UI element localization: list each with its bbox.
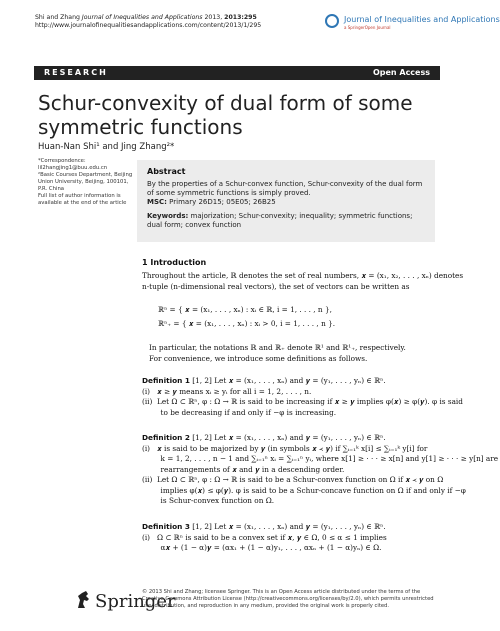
- set-definitions: [158, 305, 335, 329]
- journal-logo-text: Journal of Inequalities and Applications: [344, 15, 500, 24]
- open-access-label: Open Access: [372, 68, 430, 77]
- section-heading: 1 Introduction: [142, 258, 207, 267]
- article-type-banner: [34, 66, 440, 80]
- definition-label: Definition 2: [142, 433, 190, 442]
- notation-paragraph: In particular, the notations ℝ and ℝ₊ denote ℝ¹ and ℝ¹₊, respectively. For convenience, we introduce some definitions as follows.: [149, 343, 406, 363]
- journal-logo-icon: [325, 14, 339, 28]
- citation-header: [35, 14, 261, 30]
- journal-logo-subtitle: a SpringerOpen Journal: [344, 25, 391, 30]
- springer-horse-icon: [75, 590, 93, 610]
- abstract-text: By the properties of a Schur-convex function, Schur-convexity of the dual form of some symmetric functions is simply proved.: [147, 180, 423, 197]
- definition-3: Definition 3 [1, 2] Let 𝒙 = (x₁, . . . , xₙ) and 𝒚 = (y₁, . . . , yₙ) ∈ ℝⁿ. (i) Ω ⊂ ℝⁿ is said to be a convex set if 𝒙, 𝒚 ∈ Ω, 0 ≤ α ≤ 1 implies α𝒙 + (1 − α)𝒚 = (αx₁ + (1 − α)y₁, . . . , αxₙ + (1 − α)yₙ) ∈ Ω.: [142, 522, 387, 552]
- abstract-body: [147, 180, 427, 230]
- publisher-name: Springer: [95, 591, 176, 612]
- correspondence-note: *Correspondence: lil2hangjing1@buu.edu.cn ²Basic Courses Department, Beijing Union University, Beijing, 100101, P.R. China Full list of author information is available at the end of the article: [38, 158, 133, 206]
- citation-line-1: Shi and Zhang Journal of Inequalities and Applications 2013, 2013:295: [35, 14, 257, 21]
- equation-rn: ℝⁿ = { 𝒙 = (x₁, . . . , xₙ) : xᵢ ∈ ℝ, i = 1, . . . , n },: [158, 305, 332, 314]
- msc-codes: MSC: Primary 26D15; 05E05; 26B25: [147, 198, 276, 206]
- definition-2: Definition 2 [1, 2] Let 𝒙 = (x₁, . . . , xₙ) and 𝒚 = (y₁, . . . , yₙ) ∈ ℝⁿ. (i) 𝒙 is said to be majorized by 𝒚 (in symbols 𝒙 ≺ 𝒚) if ∑ᵢ₌₁ᵏ x[i] ≤ ∑ᵢ₌₁ᵏ y[i] for k = 1, 2, . . . , n − 1 and ∑ᵢ₌₁ⁿ xᵢ = ∑ᵢ₌₁ⁿ yᵢ, where x[1] ≥ · · · ≥ x[n] and y[1] ≥ · · · ≥ y[n] are rearrangements of 𝒙 and 𝒚 in a descending order. (ii) Let Ω ⊂ ℝⁿ, φ : Ω → ℝ is said to be a Schur-convex function on Ω if 𝒙 ≺ 𝒚 on Ω implies φ(𝒙) ≤ φ(𝒚). φ is said to be a Schur-concave function on Ω if and only if −φ is Schur-convex function on Ω.: [142, 433, 499, 505]
- intro-paragraph: Throughout the article, ℝ denotes the set of real numbers, 𝒙 = (x₁, x₂, . . . , xₙ) denotes n-tuple (n-dimensional real vectors), the set of vectors can be written as: [142, 271, 464, 291]
- article-type-label: RESEARCH: [44, 68, 108, 77]
- author-list: Huan-Nan Shi¹ and Jing Zhang²*: [38, 142, 175, 152]
- journal-name: Journal of Inequalities and Applications: [81, 14, 203, 21]
- article-url[interactable]: http://www.journalofinequalitiesandapplications.com/content/2013/1/295: [35, 22, 262, 29]
- definition-label: Definition 3: [142, 522, 190, 531]
- keywords: Keywords: majorization; Schur-convexity; inequality; symmetric functions; dual form; convex function: [147, 212, 413, 229]
- definition-1: Definition 1 [1, 2] Let 𝒙 = (x₁, . . . , xₙ) and 𝒚 = (y₁, . . . , yₙ) ∈ ℝⁿ. (i) 𝒙 ≥ 𝒚 means xᵢ ≥ yᵢ for all i = 1, 2, . . . , n. (ii) Let Ω ⊂ ℝⁿ, φ : Ω → ℝ is said to be increasing if 𝒙 ≥ 𝒚 implies φ(𝒙) ≥ φ(𝒚). φ is said to be decreasing if and only if −φ is increasing.: [142, 376, 463, 417]
- abstract-heading: Abstract: [147, 167, 186, 176]
- license-note: © 2013 Shi and Zhang; licensee Springer. This is an Open Access article distributed under the terms of the Creative Commons Attribution License (http://creativecommons.org/licenses/by/2.0), which permits unrestricted use, distribution, and reproduction in any medium, provided the original work is properly cited.: [142, 589, 434, 609]
- article-title: Schur-convexity of dual form of some symmetric functions: [38, 91, 413, 139]
- correspondence-email[interactable]: lil2hangjing1@buu.edu.cn: [38, 165, 108, 171]
- abstract-box: [137, 160, 435, 242]
- definition-label: Definition 1: [142, 376, 190, 385]
- equation-rn-plus: ℝⁿ₊ = { 𝒙 = (x₁, . . . , xₙ) : xᵢ > 0, i = 1, . . . , n }.: [158, 318, 336, 328]
